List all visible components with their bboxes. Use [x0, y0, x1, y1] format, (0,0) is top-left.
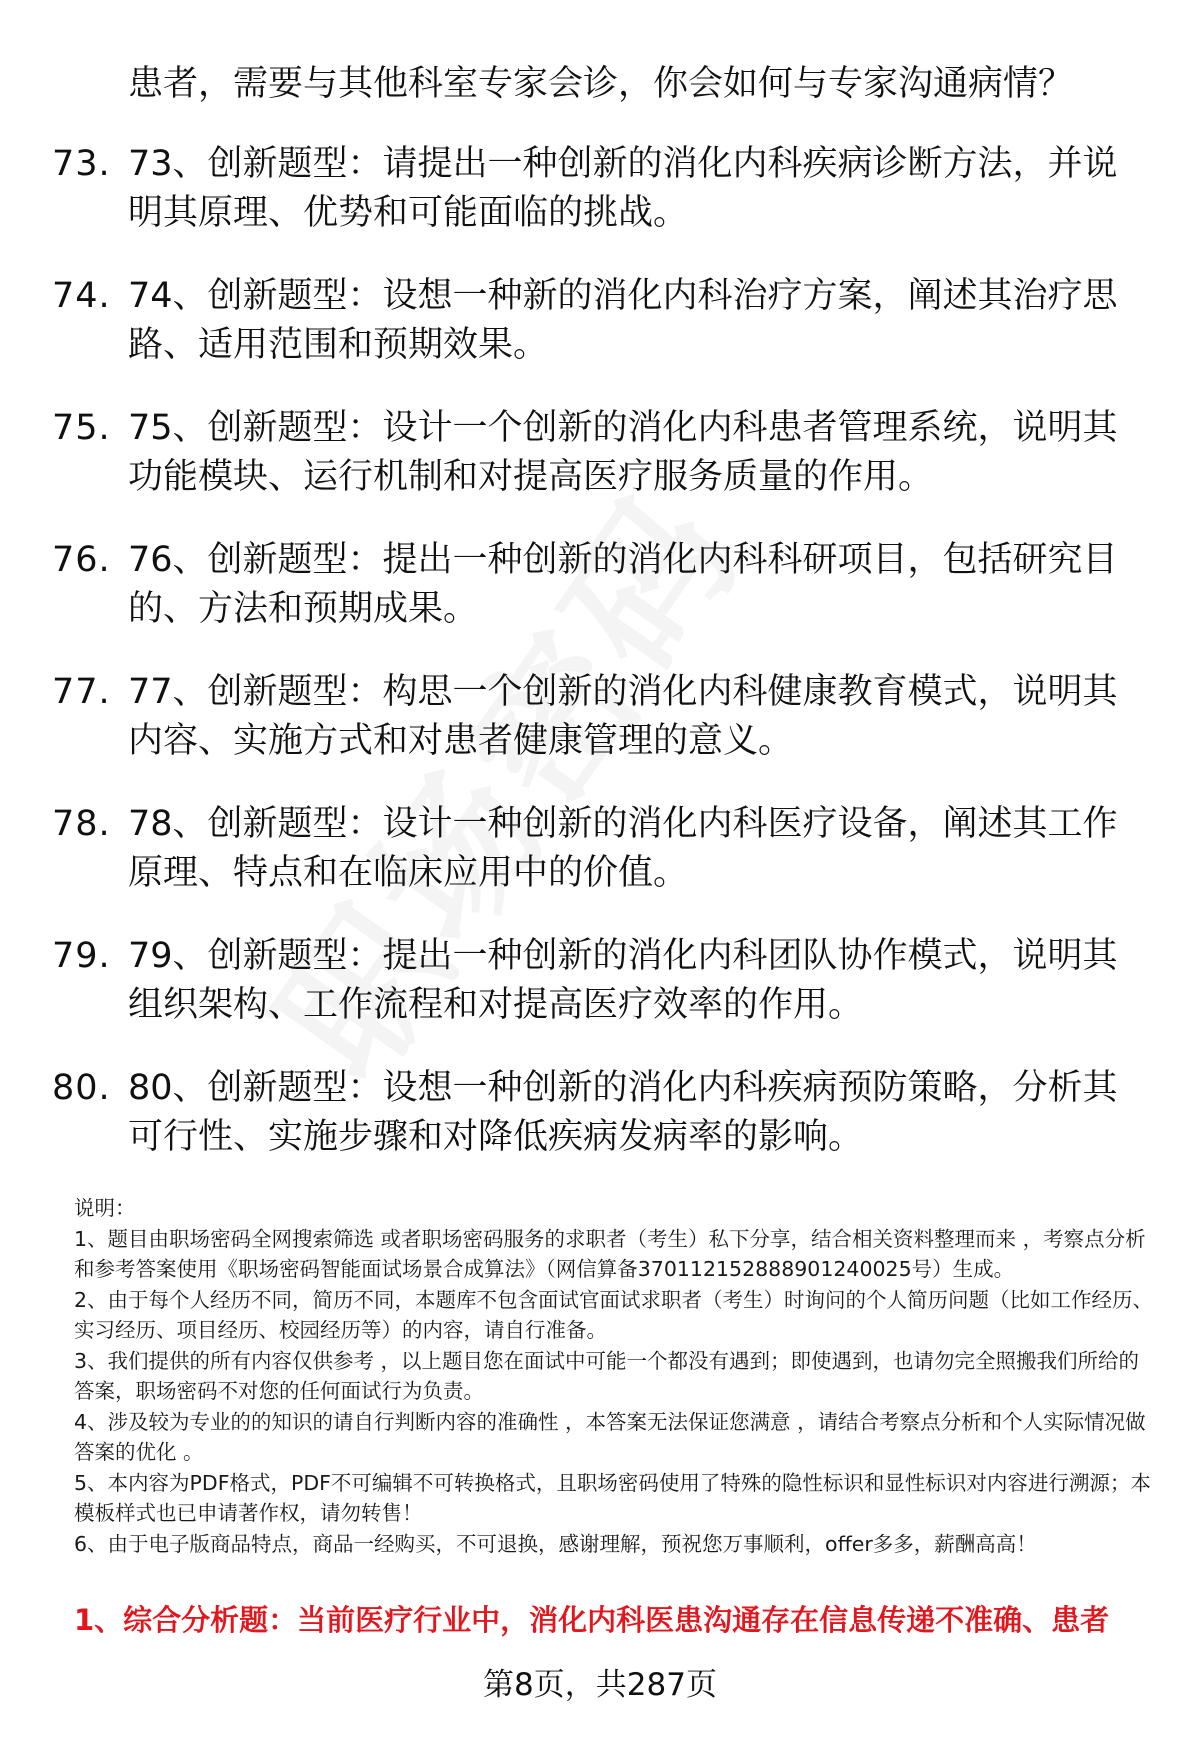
question-item-73 [0, 140, 1200, 272]
question-number: 80. [52, 1068, 111, 1108]
question-item-74 [0, 272, 1200, 404]
question-item-78 [0, 800, 1200, 932]
note-item: 3、我们提供的所有内容仅供参考 ，以上题目您在面试中可能一个都没有遇到；即使遇到，也请勿完全照搬我们所给的答案，职场密码不对您的任何面试行为负责。 [74, 1348, 1140, 1403]
note-item: 2、由于每个人经历不同，简历不同，本题库不包含面试官面试求职者（考生）时询问的个人简历问题（比如工作经历、实习经历、项目经历、校园经历等）的内容，请自行准备。 [74, 1287, 1154, 1342]
note-item: 4、涉及较为专业的的知识的请自行判断内容的准确性 ，本答案无法保证您满意 ，请结合考察点分析和个人实际情况做答案的优化 。 [74, 1409, 1146, 1464]
question-number: 76. [52, 540, 111, 580]
note-item: 5、本内容为PDF格式，PDF不可编辑不可转换格式，且职场密码使用了特殊的隐性标识和显性标识对内容进行溯源；本模板样式也已申请著作权，请勿转售！ [74, 1470, 1151, 1525]
question-text: 80、创新题型：设想一种创新的消化内科疾病预防策略，分析其可行性、实施步骤和对降低疾病发病率的影响。 [128, 1068, 1118, 1157]
question-number: 78. [52, 804, 111, 844]
question-item-75 [0, 404, 1200, 536]
question-text: 75、创新题型：设计一个创新的消化内科患者管理系统，说明其功能模块、运行机制和对提高医疗服务质量的作用。 [128, 408, 1118, 497]
question-number: 74. [52, 276, 111, 316]
question-number: 79. [52, 936, 111, 976]
note-item: 6、由于电子版商品特点，商品一经购买，不可退换，感谢理解，预祝您万事顺利，offer多多，薪酬高高！ [74, 1531, 1037, 1556]
question-number: 75. [52, 408, 111, 448]
question-item-80 [0, 1064, 1200, 1196]
question-text: 73、创新题型：请提出一种创新的消化内科疾病诊断方法，并说明其原理、优势和可能面临的挑战。 [128, 144, 1118, 233]
question-item-79 [0, 932, 1200, 1064]
question-continuation: 患者，需要与其他科室专家会诊，你会如何与专家沟通病情？ [128, 64, 1074, 104]
question-item-76 [0, 536, 1200, 668]
note-item: 1、题目由职场密码全网搜索筛选 或者职场密码服务的求职者（考生）私下分享，结合相关资料整理而来 ，考察点分析和参考答案使用《职场密码智能面试场景合成算法》（网信算备370112152888901240025号）生成。 [74, 1226, 1146, 1281]
notes-section [74, 1193, 1154, 1559]
question-number: 77. [52, 672, 111, 712]
question-text: 77、创新题型：构思一个创新的消化内科健康教育模式，说明其内容、实施方式和对患者健康管理的意义。 [128, 672, 1118, 761]
question-text: 78、创新题型：设计一种创新的消化内科医疗设备，阐述其工作原理、特点和在临床应用中的价值。 [128, 804, 1118, 893]
question-list [0, 140, 1200, 1196]
question-text: 74、创新题型：设想一种新的消化内科治疗方案，阐述其治疗思路、适用范围和预期效果。 [128, 276, 1118, 365]
question-item-77 [0, 668, 1200, 800]
notes-heading: 说明： [74, 1196, 136, 1220]
next-section-heading: 1、综合分析题：当前医疗行业中，消化内科医患沟通存在信息传递不准确、患者 [74, 1603, 1110, 1637]
question-text: 76、创新题型：提出一种创新的消化内科科研项目，包括研究目的、方法和预期成果。 [128, 540, 1118, 629]
question-text: 79、创新题型：提出一种创新的消化内科团队协作模式，说明其组织架构、工作流程和对提高医疗效率的作用。 [128, 936, 1118, 1025]
question-number: 73. [52, 144, 111, 184]
page-footer: 第8页，共287页 [483, 1667, 717, 1703]
